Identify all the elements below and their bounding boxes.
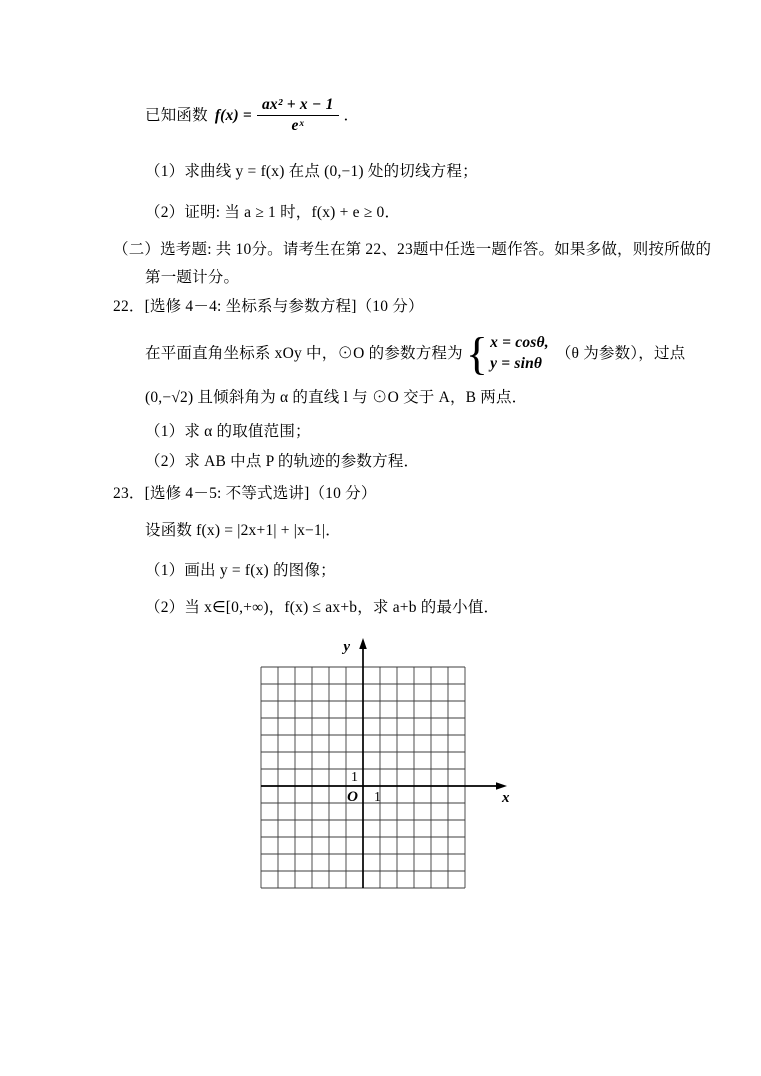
q23-statement: 设函数 f(x) = |2x+1| + |x−1|． <box>145 522 341 539</box>
q22-title: 22．[选修 4－4: 坐标系与参数方程]（10 分） <box>113 298 424 315</box>
q21-fraction-denominator: eˣ <box>291 116 305 134</box>
coordinate-grid-figure <box>240 635 540 915</box>
section2-instructions-line1: （二）选考题: 共 10分。请考生在第 22、23题中任选一题作答。如果多做，则按所做的 <box>113 241 712 258</box>
q22-after-text: （θ 为参数），过点 <box>555 345 686 363</box>
q21-part1: （1）求曲线 y = f(x) 在点 (0,−1) 处的切线方程； <box>145 163 478 180</box>
origin-label: O <box>347 789 358 805</box>
q22-system-equations <box>490 333 549 375</box>
y-axis-label: y <box>343 639 350 655</box>
q22-part2: （2）求 AB 中点 P 的轨迹的参数方程． <box>145 453 420 470</box>
q21-fraction-numerator: ax² + x − 1 <box>257 96 339 116</box>
q21-statement <box>145 96 359 135</box>
x-axis-arrow-icon <box>496 782 507 790</box>
y-unit-tick-label: 1 <box>351 770 358 785</box>
q22-part1: （1）求 α 的取值范围； <box>145 423 311 440</box>
q23-title: 23．[选修 4－5: 不等式选讲]（10 分） <box>113 485 377 502</box>
q21-part2: （2）证明: 当 a ≥ 1 时，f(x) + e ≥ 0． <box>145 204 401 221</box>
q23-part1: （1）画出 y = f(x) 的图像； <box>145 562 336 579</box>
q21-function-name: f(x) = <box>214 106 252 124</box>
x-unit-tick-label: 1 <box>374 790 381 805</box>
q22-parametric-system <box>465 328 549 380</box>
q22-statement <box>145 328 685 380</box>
q22-equation-x: x = cosθ, <box>490 334 549 352</box>
section2-instructions-line2: 第一题计分。 <box>145 269 240 286</box>
q23-part2: （2）当 x∈[0,+∞)，f(x) ≤ ax+b，求 a+b 的最小值． <box>145 599 500 616</box>
x-axis-label: x <box>502 790 510 806</box>
q22-equation-y: y = sinθ <box>490 355 543 372</box>
q22-statement-line2: (0,−√2) 且倾斜角为 α 的直线 l 与 ⊙O 交于 A，B 两点． <box>145 389 528 406</box>
q22-system-brace: { <box>465 328 489 380</box>
y-axis-arrow-icon <box>359 638 367 649</box>
q22-lead-text: 在平面直角坐标系 xOy 中，⊙O 的参数方程为 <box>145 345 463 363</box>
q21-lead-text: 已知函数 <box>145 106 208 124</box>
q21-fraction <box>257 96 339 135</box>
q21-period: ． <box>343 106 360 124</box>
